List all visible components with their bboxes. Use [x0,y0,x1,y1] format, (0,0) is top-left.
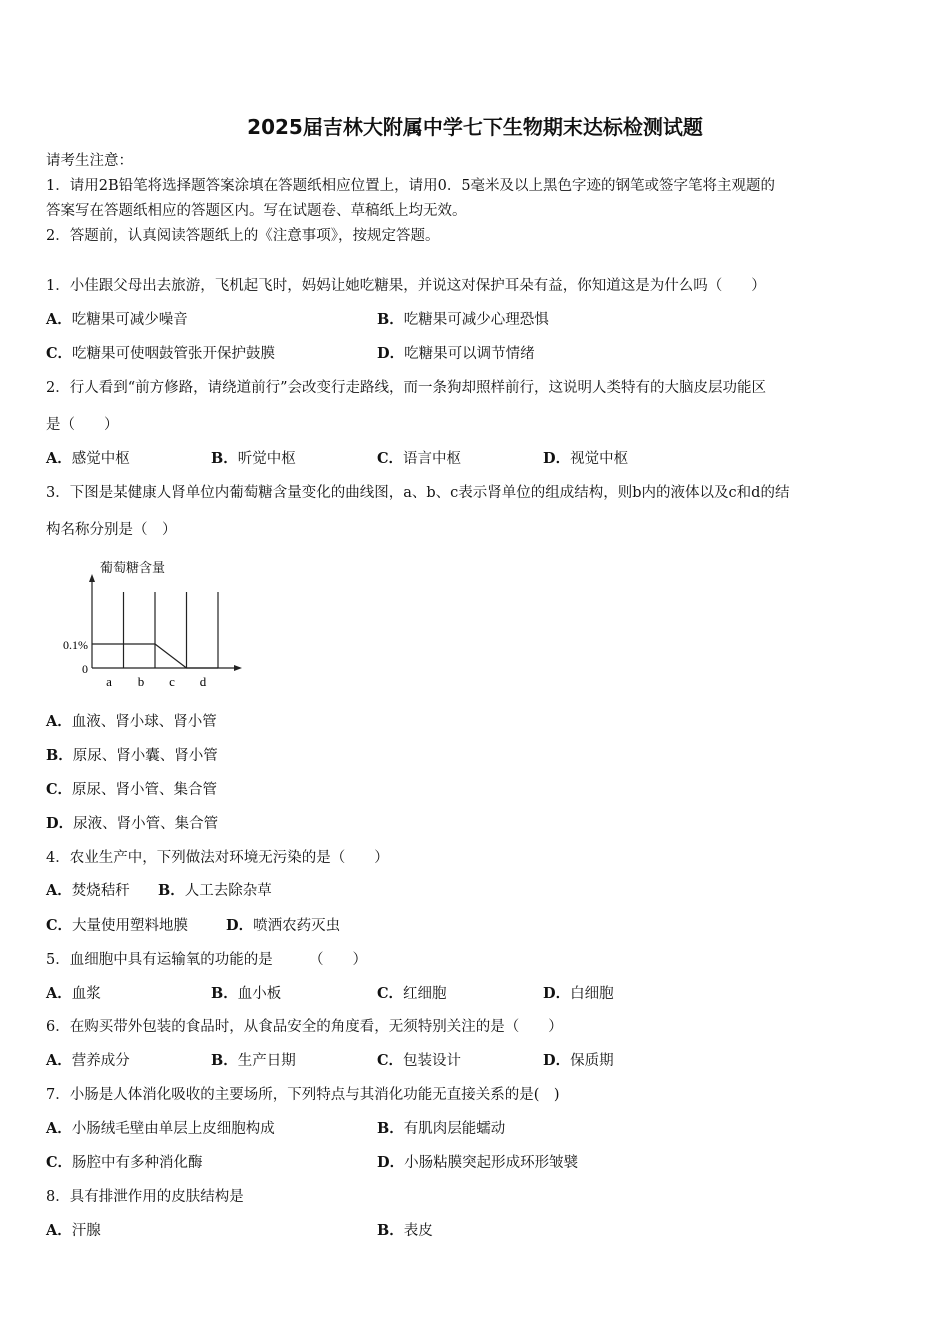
q1-option-c[interactable]: C．吃糖果可使咽鼓管张开保护鼓膜 [46,345,276,362]
q7-option-a[interactable]: A．小肠绒毛壁由单层上皮细胞构成 [46,1120,275,1137]
chart-ylabel: 葡萄糖含量 [100,560,166,575]
q1-stem: 1．小佳跟父母出去旅游，飞机起飞时，妈妈让她吃糖果，并说这对保护耳朵有益，你知道这是为什么吗（ ） [46,278,766,294]
x-tick-label-a: a [106,674,112,689]
q5-option-d[interactable]: D．白细胞 [543,985,614,1002]
q2-stem: 2．行人看到“前方修路，请绕道前行”会改变行走路线，而一条狗却照样前行，这说明人类特有的大脑皮层功能区 [46,380,767,396]
q2-option-d[interactable]: D．视觉中枢 [543,450,629,467]
q6-option-b[interactable]: B．生产日期 [211,1052,296,1069]
notice-line-2: 2．答题前，认真阅读答题纸上的《注意事项》，按规定答题。 [46,228,440,244]
x-tick-label-c: c [169,674,175,689]
q7-option-d[interactable]: D．小肠粘膜突起形成环形皱襞 [377,1154,579,1171]
q6-stem: 6．在购买带外包装的食品时，从食品安全的角度看，无须特别关注的是（ ） [46,1019,563,1035]
q3-option-b[interactable]: B．原尿、肾小囊、肾小管 [46,747,218,764]
q2-option-c[interactable]: C．语言中枢 [377,450,462,467]
y-axis-arrow [89,574,95,582]
q8-stem: 8．具有排泄作用的皮肤结构是 [46,1189,244,1205]
q1-option-a[interactable]: A．吃糖果可减少噪音 [46,311,188,328]
q1-option-b[interactable]: B．吃糖果可减少心理恐惧 [377,311,549,328]
q3-stem: 3．下图是某健康人肾单位内葡萄糖含量变化的曲线图，a、b、c表示肾单位的组成结构，则b内的液体以及c和d的结 [46,485,790,501]
page-title: 2025届吉林大附属中学七下生物期末达标检测试题 [247,115,703,139]
glucose-chart [52,558,252,693]
q4-option-a[interactable]: A．焚烧秸秆 [46,882,130,899]
q3-option-c[interactable]: C．原尿、肾小管、集合管 [46,781,218,798]
q1-option-d[interactable]: D．吃糖果可以调节情绪 [377,345,535,362]
q2-option-a[interactable]: A．感觉中枢 [46,450,130,467]
x-tick-label-d: d [199,674,207,689]
q6-option-d[interactable]: D．保质期 [543,1052,614,1069]
y-tick-label-0.1: 0.1% [63,638,88,652]
notice-line-1: 1．请用2B铅笔将选择题答案涂填在答题纸相应位置上，请用0．5毫米及以上黑色字迹的钢笔或签字笔将主观题的 [46,178,776,194]
q8-option-b[interactable]: B．表皮 [377,1222,433,1239]
x-tick-label-b: b [137,674,145,689]
q6-option-c[interactable]: C．包装设计 [377,1052,462,1069]
q4-stem: 4．农业生产中，下列做法对环境无污染的是（ ） [46,850,389,866]
notice-line-1b: 答案写在答题纸相应的答题区内。写在试题卷、草稿纸上均无效。 [46,203,467,219]
q5-option-a[interactable]: A．血浆 [46,985,101,1002]
q3-option-d[interactable]: D．尿液、肾小管、集合管 [46,815,219,832]
q3-option-a[interactable]: A．血液、肾小球、肾小管 [46,713,217,730]
q7-option-b[interactable]: B．有肌肉层能蠕动 [377,1120,506,1137]
q4-option-c[interactable]: C．大量使用塑料地膜 [46,917,189,934]
q4-option-b[interactable]: B．人工去除杂草 [158,882,272,899]
q5-option-c[interactable]: C．红细胞 [377,985,447,1002]
q2-stem-2: 是（ ） [46,417,119,433]
q7-option-c[interactable]: C．肠腔中有多种消化酶 [46,1154,203,1171]
chart-axes [92,578,238,668]
q7-stem: 7．小肠是人体消化吸收的主要场所，下列特点与其消化功能无直接关系的是( ) [46,1087,560,1103]
q5-stem: 5．血细胞中具有运输氧的功能的是 （ ） [46,952,367,968]
q3-stem-2: 构名称分别是（ ） [46,522,177,538]
q4-option-d[interactable]: D．喷洒农药灭虫 [226,917,341,934]
x-axis-arrow [234,665,242,671]
y-tick-label-0: 0 [82,662,88,676]
notice-heading: 请考生注意： [46,153,133,169]
q6-option-a[interactable]: A．营养成分 [46,1052,130,1069]
q5-option-b[interactable]: B．血小板 [211,985,282,1002]
q2-option-b[interactable]: B．听觉中枢 [211,450,296,467]
q8-option-a[interactable]: A．汗腺 [46,1222,101,1239]
